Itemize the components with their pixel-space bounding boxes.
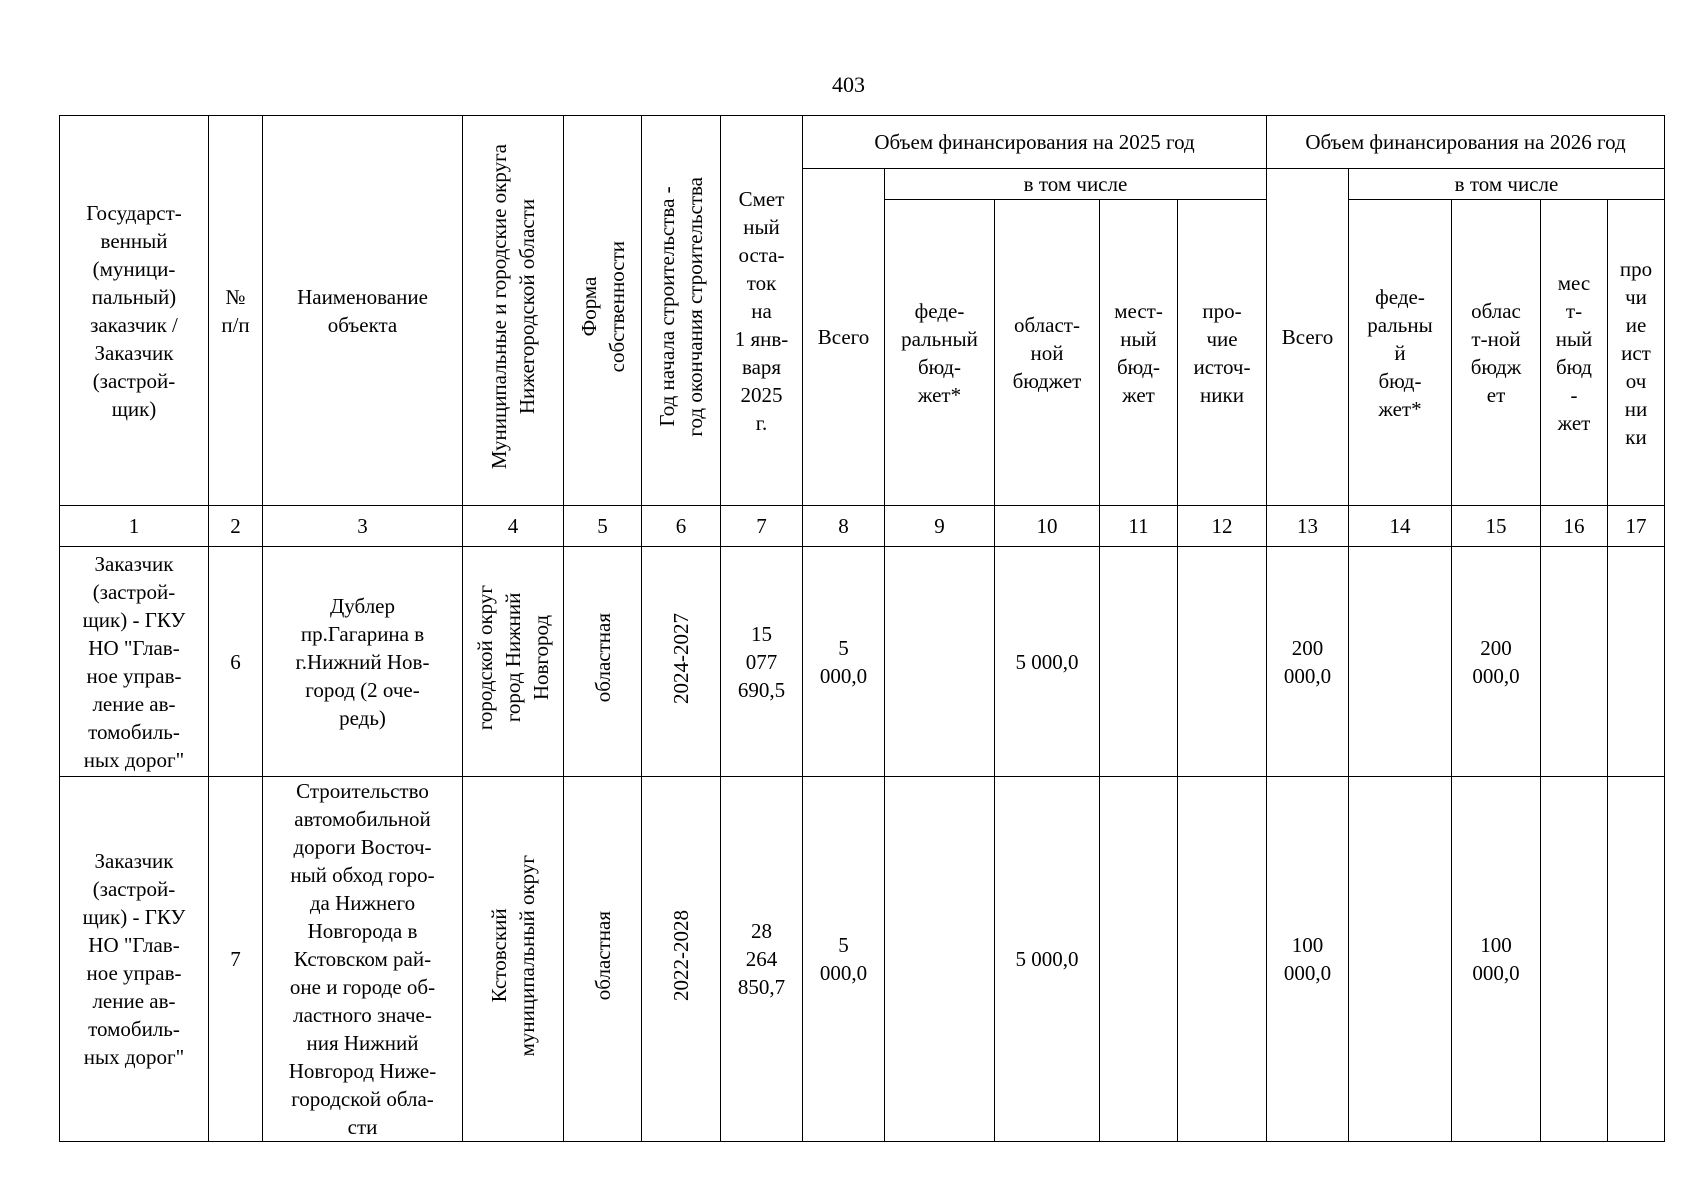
header-federal-2025: феде- ральный бюд- жет* bbox=[885, 200, 995, 506]
row-municipality bbox=[463, 547, 564, 777]
row-customer: Заказчик (застрой- щик) - ГКУ НО "Глав- ное управ- ление ав- томобиль- ных дорог" bbox=[60, 547, 209, 777]
row-total-2026: 200 000,0 bbox=[1267, 547, 1349, 777]
row-regional-2025: 5 000,0 bbox=[995, 547, 1100, 777]
row-other-2025 bbox=[1178, 547, 1267, 777]
row-object-name: Дублер пр.Гагарина в г.Нижний Нов- город (2 оче- редь) bbox=[263, 547, 463, 777]
header-including-2026: в том числе bbox=[1349, 169, 1665, 200]
table-row bbox=[60, 547, 1665, 777]
row-years-text: 2024-2027 bbox=[669, 612, 693, 704]
header-total-2025: Всего bbox=[803, 169, 885, 506]
column-number: 8 bbox=[803, 506, 885, 547]
header-estimate: Смет ный оста- ток на 1 янв- варя 2025 г. bbox=[721, 116, 803, 506]
column-number: 7 bbox=[721, 506, 803, 547]
header-row-1 bbox=[60, 116, 1665, 169]
row-ownership bbox=[564, 777, 642, 1142]
row-federal-2025 bbox=[885, 547, 995, 777]
financing-table bbox=[59, 115, 1665, 1142]
row-municipality-text: городской округ город Нижний Новгород bbox=[473, 585, 553, 731]
row-local-2025 bbox=[1100, 547, 1178, 777]
row-regional-2025: 5 000,0 bbox=[995, 777, 1100, 1142]
row-years bbox=[642, 547, 721, 777]
row-federal-2026 bbox=[1349, 777, 1452, 1142]
header-ownership bbox=[564, 116, 642, 506]
header-regional-2025: област- ной бюджет bbox=[995, 200, 1100, 506]
row-other-2025 bbox=[1178, 777, 1267, 1142]
column-number: 17 bbox=[1608, 506, 1665, 547]
row-object-name: Строительство автомобильной дороги Восточ- ный обход горо- да Нижнего Новгорода в Кстовском рай- оне и городе об- ластного значе- ния Нижний Новгород Ниже- городской обла- сти bbox=[263, 777, 463, 1142]
column-number: 1 bbox=[60, 506, 209, 547]
row-local-2026 bbox=[1541, 547, 1608, 777]
column-number: 6 bbox=[642, 506, 721, 547]
row-estimate: 15 077 690,5 bbox=[721, 547, 803, 777]
header-customer: Государст- венный (муници- пальный) заказчик / Заказчик (застрой- щик) bbox=[60, 116, 209, 506]
row-years-text: 2022-2028 bbox=[669, 910, 693, 1001]
row-number: 7 bbox=[209, 777, 263, 1142]
table-row bbox=[60, 777, 1665, 1142]
header-total-2026: Всего bbox=[1267, 169, 1349, 506]
column-number: 12 bbox=[1178, 506, 1267, 547]
column-number: 10 bbox=[995, 506, 1100, 547]
column-number: 14 bbox=[1349, 506, 1452, 547]
header-financing-2025: Объем финансирования на 2025 год bbox=[803, 116, 1267, 169]
header-years-text: Год начала строительства - год окончания строительства bbox=[655, 177, 707, 437]
header-including-2025: в том числе bbox=[885, 169, 1267, 200]
column-number: 5 bbox=[564, 506, 642, 547]
row-local-2025 bbox=[1100, 777, 1178, 1142]
header-local-2026: мес т- ный бюд - жет bbox=[1541, 200, 1608, 506]
page-number: 403 bbox=[832, 72, 865, 97]
header-years bbox=[642, 116, 721, 506]
row-estimate: 28 264 850,7 bbox=[721, 777, 803, 1142]
column-number: 16 bbox=[1541, 506, 1608, 547]
row-regional-2026: 200 000,0 bbox=[1452, 547, 1541, 777]
column-number: 9 bbox=[885, 506, 995, 547]
row-regional-2026: 100 000,0 bbox=[1452, 777, 1541, 1142]
row-federal-2025 bbox=[885, 777, 995, 1142]
column-number: 15 bbox=[1452, 506, 1541, 547]
header-number: № п/п bbox=[209, 116, 263, 506]
row-ownership bbox=[564, 547, 642, 777]
header-municipality-text: Муниципальные и городские округа Нижегородской области bbox=[487, 144, 539, 470]
row-ownership-text: областная bbox=[590, 910, 615, 1001]
row-total-2025: 5 000,0 bbox=[803, 547, 885, 777]
header-local-2025: мест- ный бюд- жет bbox=[1100, 200, 1178, 506]
header-municipality bbox=[463, 116, 564, 506]
header-other-2026: про чи ие ист оч ни ки bbox=[1608, 200, 1665, 506]
header-federal-2026: феде- ральны й бюд- жет* bbox=[1349, 200, 1452, 506]
row-total-2026: 100 000,0 bbox=[1267, 777, 1349, 1142]
row-years bbox=[642, 777, 721, 1142]
row-number: 6 bbox=[209, 547, 263, 777]
row-municipality-text: Кстовский муниципальный округ bbox=[487, 854, 539, 1057]
column-number: 2 bbox=[209, 506, 263, 547]
header-ownership-text: Форма собственности bbox=[576, 241, 629, 373]
header-other-2025: про- чие источ- ники bbox=[1178, 200, 1267, 506]
row-other-2026 bbox=[1608, 777, 1665, 1142]
column-number: 11 bbox=[1100, 506, 1178, 547]
row-customer: Заказчик (застрой- щик) - ГКУ НО "Глав- ное управ- ление ав- томобиль- ных дорог" bbox=[60, 777, 209, 1142]
header-financing-2026: Объем финансирования на 2026 год bbox=[1267, 116, 1665, 169]
row-municipality bbox=[463, 777, 564, 1142]
header-object-name: Наименование объекта bbox=[263, 116, 463, 506]
row-other-2026 bbox=[1608, 547, 1665, 777]
row-federal-2026 bbox=[1349, 547, 1452, 777]
column-number: 4 bbox=[463, 506, 564, 547]
header-regional-2026: облас т-ной бюдж ет bbox=[1452, 200, 1541, 506]
row-ownership-text: областная bbox=[590, 613, 615, 703]
column-numbers-row bbox=[60, 506, 1665, 547]
row-total-2025: 5 000,0 bbox=[803, 777, 885, 1142]
column-number: 13 bbox=[1267, 506, 1349, 547]
row-local-2026 bbox=[1541, 777, 1608, 1142]
column-number: 3 bbox=[263, 506, 463, 547]
